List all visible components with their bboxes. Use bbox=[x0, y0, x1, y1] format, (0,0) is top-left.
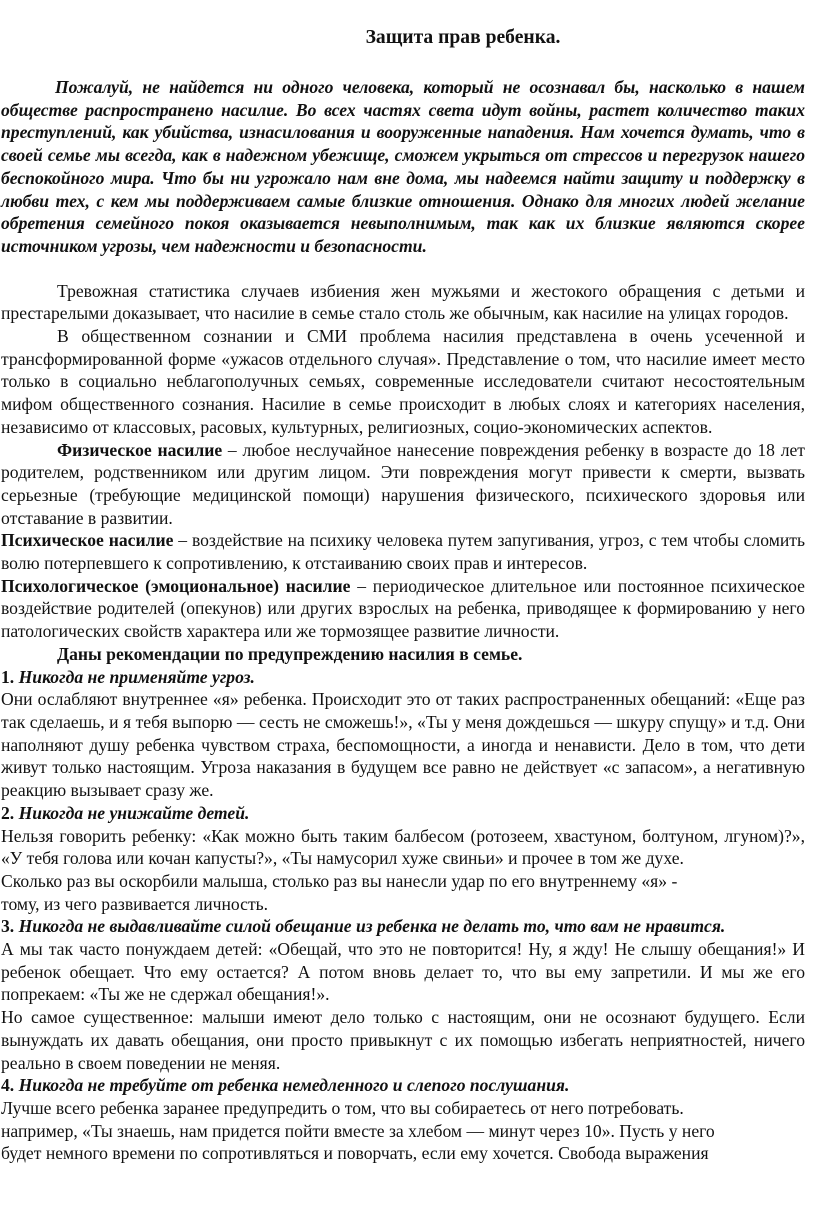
definition-term: Физическое насилие bbox=[57, 439, 223, 460]
recommendation-3-text: А мы так часто понуждаем детей: «Обещай, что это не повторится! Ну, я жду! Не слышу обещания!» И ребенок обещает. Что ему остается? А потом вновь делает то, что вы ему запретили. И мы же его попрекаем: «Ты же не сдержал обещания!». bbox=[1, 939, 805, 1005]
recommendation-4-text-line: будет немного времени по сопротивляться и поворчать, если ему хочется. Свобода выражения bbox=[1, 1143, 709, 1164]
recommendation-1-text: Они ослабляют внутреннее «я» ребенка. Происходит это от таких распространенных обещаний: «Еще раз так сделаешь, и я тебя выпорю — сесть не сможешь!», «Ты у меня дождешься — шкуру спущу» и т.д. Они наполняют душу ребенка чувством страха, беспомощности, а иногда и ненависти. Дело в том, что дети живут только настоящим. Угроза наказания в будущем все равно не действует «с запасом», а негативную реакцию вызывает сразу же. bbox=[1, 689, 805, 801]
definition-text: – любое неслучайное нанесение повреждения ребенку в возрасте до 18 лет родителем, родственником или другим лицом. Эти повреждения могут привести к смерти, вызвать серьезные (требующие медицинской помощи) нарушения физического, психического здоровья или отставание в развитии. bbox=[1, 439, 805, 528]
intro-paragraph: Пожалуй, не найдется ни одного человека, который не осознавал бы, насколько в нашем обществе распространено насилие. Во всех частях света идут войны, растет количество таких преступлений, как убийства, изнасилования и вооруженные нападения. Нам хочется думать, что в своей семье мы всегда, как в надежном убежище, сможем укрыться от стрессов и перегрузок нашего беспокойного мира. Что бы ни угрожало нам вне дома, мы надеемся найти защиту и поддержку в любви тех, с кем мы поддерживаем самые близкие отношения. Однако для многих людей желание обретения семейного покоя оказывается невыполнимым, так как их близкие являются скорее источником угрозы, чем надежности и безопасности. bbox=[1, 77, 805, 256]
definition-text: – воздействие на психику человека путем запугивания, угроз, с тем чтобы сломить волю потерпевшего к сопротивлению, к отстаиванию своих прав и интересов. bbox=[1, 530, 805, 574]
recommendation-2-text: Нельзя говорить ребенку: «Как можно быть таким балбесом (ротозеем, хвастуном, болтуном, лгуном)?», «У тебя голова или кочан капусты?», «Ты намусорил хуже свиньи» и прочее в том же духе. bbox=[1, 825, 805, 869]
recommendation-number: 3. bbox=[1, 916, 19, 937]
page-title: Защита прав ребенка. bbox=[365, 27, 561, 48]
recommendation-2-heading bbox=[1, 802, 805, 825]
paragraph-public-opinion: В общественном сознании и СМИ проблема насилия представлена в очень усеченной и трансформированной форме «ужасов отдельного случая». Представление о том, что насилие имеет место только в социально неблагополучных семьях, современные исследователи считают несостоятельным мифом общественного сознания. Насилие в семье происходит в любых слоях и категориях населения, независимо от классовых, расовых, культурных, религиозных, социо-экономических аспектов. bbox=[1, 326, 805, 437]
recommendation-title: Никогда не применяйте угроз. bbox=[18, 666, 255, 687]
paragraph-statistics: Тревожная статистика случаев избиения жен мужьями и жестокого обращения с детьми и престарелыми доказывает, что насилие в семье стало столь же обычным, как насилие на улицах городов. bbox=[1, 280, 805, 324]
recommendation-4-heading bbox=[1, 1074, 805, 1097]
recommendation-title: Никогда не требуйте от ребенка немедленного и слепого послушания. bbox=[18, 1075, 570, 1096]
definition-text: – периодическое длительное или постоянное психическое воздействие родителей (опекунов) или других взрослых на ребенка, приводящее к формированию у него патологических свойств характера или же тормозящее развитие личности. bbox=[1, 575, 805, 642]
recommendation-4-text-line: например, «Ты знаешь, нам придется пойти вместе за хлебом — минут через 10». Пусть у него bbox=[1, 1120, 715, 1141]
definition-psychological bbox=[1, 575, 805, 643]
recommendation-4-text-line: Лучше всего ребенка заранее предупредить о том, что вы собираетесь от него потребовать. bbox=[1, 1097, 684, 1118]
recommendation-1-heading bbox=[1, 666, 805, 689]
definition-term: Психическое насилие bbox=[1, 530, 174, 551]
recommendation-number: 2. bbox=[1, 802, 19, 823]
recommendation-title: Никогда не выдавливайте силой обещание из ребенка не делать то, что вам не нравится. bbox=[18, 916, 726, 937]
recommendation-number: 1. bbox=[1, 666, 19, 687]
recommendation-2-text-line: тому, из чего развивается личность. bbox=[1, 893, 269, 914]
recommendation-3-text: Но самое существенное: малыши имеют дело только с настоящим, они не осознают будущего. Если вынуждать их давать обещания, они просто привыкнут с их помощью избегать неприятностей, ничего реально в своем поведении не меняя. bbox=[1, 1007, 805, 1073]
definition-physical bbox=[1, 439, 805, 530]
recommendation-3-heading bbox=[1, 915, 805, 938]
recommendation-2-text-line: Сколько раз вы оскорбили малыша, столько раз вы нанесли удар по его внутреннему «я» - bbox=[1, 870, 678, 891]
spacer bbox=[1, 258, 805, 280]
definition-mental bbox=[1, 529, 805, 574]
definition-term: Психологическое (эмоциональное) насилие bbox=[1, 575, 351, 596]
recommendation-number: 4. bbox=[1, 1075, 19, 1096]
recommendation-title: Никогда не унижайте детей. bbox=[18, 802, 250, 823]
recommendations-heading: Даны рекомендации по предупреждению насилия в семье. bbox=[57, 643, 523, 664]
